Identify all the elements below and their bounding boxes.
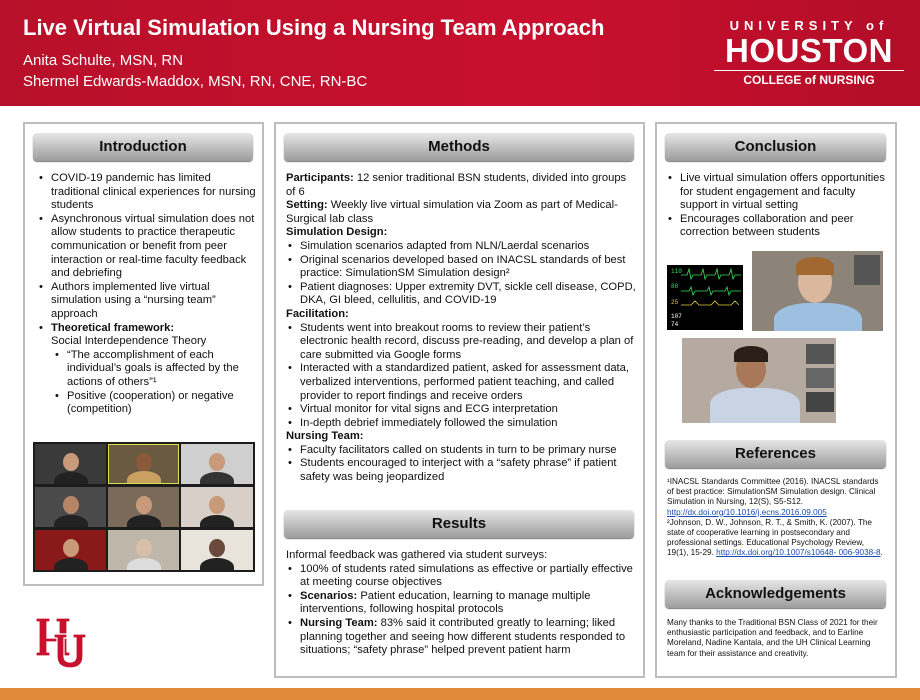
zoom-tile: [108, 487, 179, 527]
conclusion-bullet: • Live virtual simulation offers opportunities for student engagement and faculty support in virtual setting: [666, 172, 888, 213]
results-bullet: • 100% of students rated simulations as effective or partially effective at meeting course objectives: [286, 563, 636, 590]
references-heading: References: [665, 440, 886, 468]
monitor-rr: 25: [671, 299, 679, 306]
results-bullet: [286, 617, 636, 658]
acknowledgements-heading: Acknowledgements: [665, 580, 886, 608]
footer-bar: [0, 688, 920, 700]
poster-title: Live Virtual Simulation Using a Nursing Team Approach: [23, 15, 605, 40]
design-bullet: • Patient diagnoses: Upper extremity DVT, sickle cell disease, COPD, DKA, GI bleed, cellulitis, and COVID-19: [286, 281, 636, 308]
results-bullet-text: 83% said it contributed greatly to learning; liked planning together and seeing how different students responded to situations; “safety phrase” helped prevent patient harm: [300, 616, 626, 657]
zoom-tile: [35, 444, 106, 484]
introduction-heading: Introduction: [33, 133, 253, 161]
intro-bullet-framework: [37, 322, 257, 349]
zoom-tile: [108, 444, 179, 484]
results-heading: Results: [284, 510, 634, 538]
setting-label: Setting:: [286, 199, 328, 212]
monitor-bp-dia: 74: [671, 321, 679, 328]
team-bullet: • Students encouraged to interject with a “safety phrase” if patient safety was being jeopardized: [286, 457, 636, 484]
logo-line-houston: HOUSTON: [725, 32, 893, 69]
conclusion-heading: Conclusion: [665, 133, 886, 161]
monitor-spo2: 88: [671, 283, 679, 290]
setting-text: Weekly live virtual simulation via Zoom as part of Medical-Surgical lab class: [286, 199, 618, 225]
methods-body: [286, 172, 636, 485]
results-bullet-label: Scenarios:: [300, 589, 358, 602]
intro-sub-bullet: • “The accomplishment of each individual’s goals is affected by the actions of others”¹: [37, 349, 257, 390]
author-1: Anita Schulte, MSN, RN: [23, 52, 184, 69]
acknowledgements-text: Many thanks to the Traditional BSN Class of 2021 for their enthusiastic participation and feedback, and to Earline Moreland, Nadine Kantala, and the UH Clinical Learning team for their assistance and creativity.: [667, 618, 878, 658]
design-bullet: • Original scenarios developed based on INACSL standards of best practice: SimulationSM Simulation design²: [286, 254, 636, 281]
design-label: Simulation Design:: [286, 226, 388, 239]
conclusion-bullet: • Encourages collaboration and peer correction between students: [666, 213, 888, 240]
patient-photo-2: [682, 338, 836, 423]
framework-text: Social Interdependence Theory: [51, 335, 207, 348]
results-bullet: [286, 590, 636, 617]
team-label: Nursing Team:: [286, 430, 364, 443]
monitor-hr: 110: [671, 268, 682, 275]
zoom-tile: [181, 444, 253, 484]
zoom-tile: [35, 530, 106, 570]
facilitation-bullet: • Students went into breakout rooms to review their patient’s electronic health record, discuss pre-reading, and develop a plan of care submitted via Google forms: [286, 322, 636, 363]
logo-line-university: UNIVERSITY of: [729, 18, 889, 33]
patient-photo-1: [752, 251, 883, 331]
framework-label: Theoretical framework:: [51, 321, 175, 334]
intro-bullet: • COVID-19 pandemic has limited traditional clinical experiences for nursing students: [37, 172, 257, 213]
reference-2-link[interactable]: http://dx.doi.org/10.1007/s10648- 006-9038-8: [716, 548, 881, 558]
logo-line-college: COLLEGE of NURSING: [714, 70, 904, 87]
intro-bullet: • Authors implemented live virtual simulation using a “nursing team” approach: [37, 281, 257, 322]
facilitation-bullet: • Virtual monitor for vital signs and ECG interpretation: [286, 403, 636, 417]
zoom-gallery-photo: [33, 442, 255, 572]
header-banner: [0, 0, 920, 106]
zoom-tile: [181, 530, 253, 570]
design-bullet: • Simulation scenarios adapted from NLN/Laerdal scenarios: [286, 240, 636, 254]
reference-1-link[interactable]: http://dx.doi.org/10.1016/j.ecns.2016.09.005: [667, 507, 827, 517]
conclusion-body: [666, 172, 888, 240]
references-body: [667, 477, 887, 559]
intro-sub-bullet: • Positive (cooperation) or negative (competition): [37, 390, 257, 417]
results-body: [286, 549, 636, 658]
setting-line: [286, 199, 636, 226]
uh-interlock-logo: [32, 612, 90, 670]
results-intro: Informal feedback was gathered via student surveys:: [286, 549, 548, 561]
participants-text: 12 senior traditional BSN students, divided into groups of 6: [286, 172, 627, 198]
results-bullet-label: Nursing Team:: [300, 616, 378, 629]
reference-1: ¹INACSL Standards Committee (2016). INACSL standards of best practice: SimulationSM Simulation design. Clinical Simulation in Nursing, 12(S), S5-S12. http://dx.doi.org/10.1016/j.ecns.2016.09.005: [667, 477, 879, 517]
participants-label: Participants:: [286, 172, 354, 184]
zoom-tile: [35, 487, 106, 527]
introduction-body: [37, 172, 257, 417]
facilitation-bullet: • Interacted with a standardized patient, asked for assessment data, verbalized interventions, performed patient teaching, and called provider to report findings and receive orders: [286, 362, 636, 403]
reference-2: ²Johnson, D. W., Johnson, R. T., & Smith, K. (2007). The state of cooperative learning in postsecondary and professional settings. Educational Psychology Review, 19(1), 15-29. http://dx.doi.org/10.1007/s10648- 006-9038-8.: [667, 517, 883, 558]
facilitation-label: Facilitation:: [286, 307, 349, 320]
monitor-bp-sys: 107: [671, 313, 682, 320]
vital-monitor-image: [667, 265, 743, 330]
author-2: Shermel Edwards-Maddox, MSN, RN, CNE, RN-BC: [23, 73, 368, 90]
facilitation-bullet: • In-depth debrief immediately followed the simulation: [286, 417, 636, 431]
zoom-tile: [108, 530, 179, 570]
university-logo: [714, 18, 904, 87]
results-bullet-text: Patient education, learning to manage multiple interventions, following hospital protocols: [300, 589, 591, 616]
intro-bullet: • Asynchronous virtual simulation does not allow students to practice therapeutic communication or benefit from peer interaction or real-time faculty feedback and debriefing: [37, 213, 257, 281]
participants-line: [286, 172, 636, 199]
zoom-tile: [181, 487, 253, 527]
methods-heading: Methods: [284, 133, 634, 161]
team-bullet: • Faculty facilitators called on students in turn to be primary nurse: [286, 444, 636, 458]
